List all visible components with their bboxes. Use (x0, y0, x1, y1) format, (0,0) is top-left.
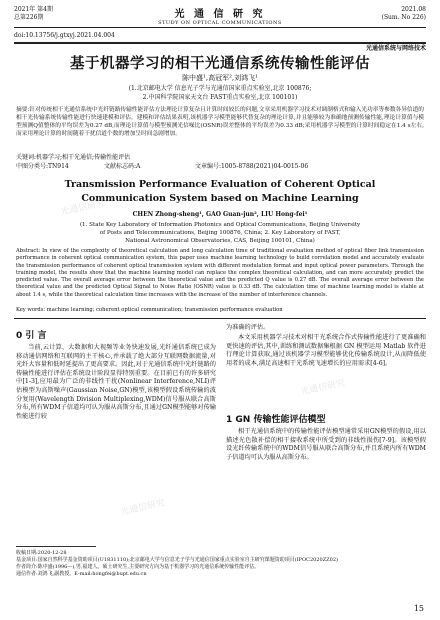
affiliation-en-3: National Astronomical Observatories, CAS, Beijing 100101, China) (125, 238, 315, 244)
issue-year-month: 2021.08 (401, 6, 426, 13)
footnote-author: 作者简介:陈中盛(1996—),男,福建人。硕士研究生,主要研究方向为基于机器学习的光通信系统传输性能评估。 (16, 564, 260, 570)
journal-header (0, 5, 440, 26)
affiliation-cn-2: 2.中国科学院国家天文台 FAST重点实验室,北京 100101) (142, 94, 298, 101)
abstract-en-text: Abstract: In view of the complexity of theoretical calculation and long calculation time of traditional evaluation method of optical fiber link transmission performance in coherent optical communication system, this paper uses machine learning technology to build correlation model and accurately evaluate the transmission performance of coherent optical transmission system with different modulation format and input optical power parameters. Through the training model, the results show that the machine learning model can replace the complex theoretical calculation, and can more accurately predict the predicted value. The overall average error between the theoretical value and the predicted Q value is 0.27 dB. The overall average error between the theoretical value and the predicted Optical Signal to Noise Ratio (OSNR) value is 0.33 dB. The calculation time of machine learning model is stable at about 1.4 s, while the theoretical calculation time increases with the increase of the number of interference channels. (16, 248, 424, 298)
paper-title-en-line1: Transmission Performance Evaluation of Coherent Optical (64, 179, 376, 190)
section-0-title: 0 引 言 (16, 331, 47, 341)
affiliation-en-2: of Posts and Telecommunications, Beijing 100876, China; 2. Key Laboratory of FAST, (99, 230, 341, 236)
column-tag: 光通信系统与网络技术 (365, 45, 426, 52)
paper-title-cn: 基于机器学习的相干光通信系统传输性能评估 (70, 56, 370, 72)
issue-total: 总第226期 (14, 14, 44, 21)
abstract-cn-text: 摘要:针对传统相干光通信系统中光纤链路传输性能评估方法理论计算复杂且计算时间较长的问题,文章采用机器学习技术对调制格式和输入光功率等参数各异信道的相干光传输系统传输性能进行快速建模和评估。建模和评估结果表明,该机器学习模型能够代替复杂的理论计算,并且能够较为准确地预测传输性能,理论计算值与模型预测Q值整体的平均误差为0.27 dB,而理论计算值与模型预测光信噪比(OSNR)误差整体的平均误差为0.33 dB;采用机器学习模型的计算时间稳定在1.4 s左右,而采用理论计算的时间随着干扰信道个数的增加呈时间急剧增加。 (16, 107, 424, 137)
watermark-text: 光通信研究 (299, 378, 346, 398)
affiliation-cn-1: (1.北京邮电大学 信息光子学与光通信国家重点实验室,北京 100876; (128, 85, 312, 92)
right-paragraph-1-text: 为准确的评估。 (226, 324, 270, 331)
keywords-cn: 关键词:机器学习;相干光通信;传输性能评估 (16, 154, 131, 161)
issue-sum: (Sum. No 226) (381, 14, 426, 21)
abstract-rule (14, 318, 426, 319)
keywords-en: Key words: machine learning; coherent optical communication; transmission performance evaluation (16, 307, 283, 313)
right-paragraph-2-text: 本文采用机器学习技术对相干光系统合作式传输性能进行了更准确和更快速的评估,其中,训练和测试数据集根据 GN 模型运用 Matlab 软件进行理论计算获取,通过该机器学习模型能够优化传输系统设计,从而降低使用者的成本,满足高速相干光系统飞速增长的应用需求[4-6]。 (226, 334, 426, 367)
article-id: 文章编号:1005-8788(2021)04-0015-06 (195, 163, 309, 170)
header-rule (14, 27, 426, 28)
section-1-paragraph (226, 428, 426, 462)
journal-name-cn: 光 通 信 研 究 (174, 9, 266, 20)
section-1-title: 1 GN 传输性能评估模型 (226, 415, 326, 425)
doi-rule (14, 42, 426, 44)
watermark-text: 光通信研究 (119, 498, 166, 518)
clc-number: 中图分类号:TN914 (16, 163, 69, 170)
footnote-received: 收稿日期:2020-12-28 (16, 550, 67, 556)
authors-cn: 陈中盛¹,高冠军²,刘鸿飞¹ (182, 74, 258, 82)
section-1-text: 相干光通信系统中的传输性能评估模型通常采用GN模型的假设,用以描述光色散补偿的相干接收系统中所受到的非线性损伤[7-9]。该模型假设光纤传输系统中的WDM信号服从联合高斯分布,并且系统内所有WDM子信道均可认为服从高斯分布。 (226, 428, 426, 461)
document-code: 文献标志码:A (104, 163, 141, 170)
watermark-text: 光通信研究 (59, 198, 106, 218)
authors-en: CHEN Zhong-sheng¹, GAO Guan-jun², LIU Hong-fei¹ (132, 211, 308, 218)
section-0-text: 当前,云计算、大数据和大视频等业务快速发展,光纤通信系统已成为移动通信网络和互联网的主干核心,并承载了绝大部分互联网数据流量,对光纤大容量和低时延提出了更高要求。因此,对于光通信系统中光纤链路的传输性能进行评估在系统设计阶段显得特别重要。在目前已有的许多研究中[1-3],应用最为广泛的非线性干扰(Nonlinear Interference,NLI)评估模型为高斯噪声(Gaussian Noise,GN)模型,该模型假设系统传输的波分复用(Wavelength Division Multiplexing,WDM)信号服从联合高斯分布,所有WDM子信道均可认为服从高斯分布,且通过GN模型能够对传输性能进行较 (16, 344, 216, 420)
footnote-corresponding: 通信作者:刘鸿飞,副教授。E-mail:hongfei@bupt.edu.cn (16, 571, 147, 577)
paper-title-en (0, 178, 440, 206)
page-number: 15 (413, 604, 424, 613)
paper-title-en-line2: Communication System based on Machine Learning (81, 193, 359, 204)
right-paragraph-1 (226, 324, 426, 333)
issue-date (382, 6, 426, 22)
affiliation-en-1: (1. State Key Laboratory of Information Photonics and Optical Communications, Beijing University (79, 222, 361, 228)
footnote-funding: 基金项目:国家自然科学基金资助项目(U1831110);北京邮电大学与信息光子学与光通信国家重点实验室自主研究课题资助项目(IPOC2020ZZ02) (16, 557, 338, 563)
doi: doi:10.13756/j.gtxyj.2021.04.004 (14, 32, 115, 39)
issue-number: 2021年 第4期 (14, 6, 53, 13)
footnote-rule (16, 546, 96, 547)
abstract-cn (16, 106, 424, 138)
journal-name-en: STUDY ON OPTICAL COMMUNICATIONS (158, 20, 282, 26)
section-0-paragraph (16, 344, 216, 421)
footnotes (16, 550, 424, 578)
abstract-en (16, 248, 424, 299)
right-paragraph-2 (226, 334, 426, 368)
